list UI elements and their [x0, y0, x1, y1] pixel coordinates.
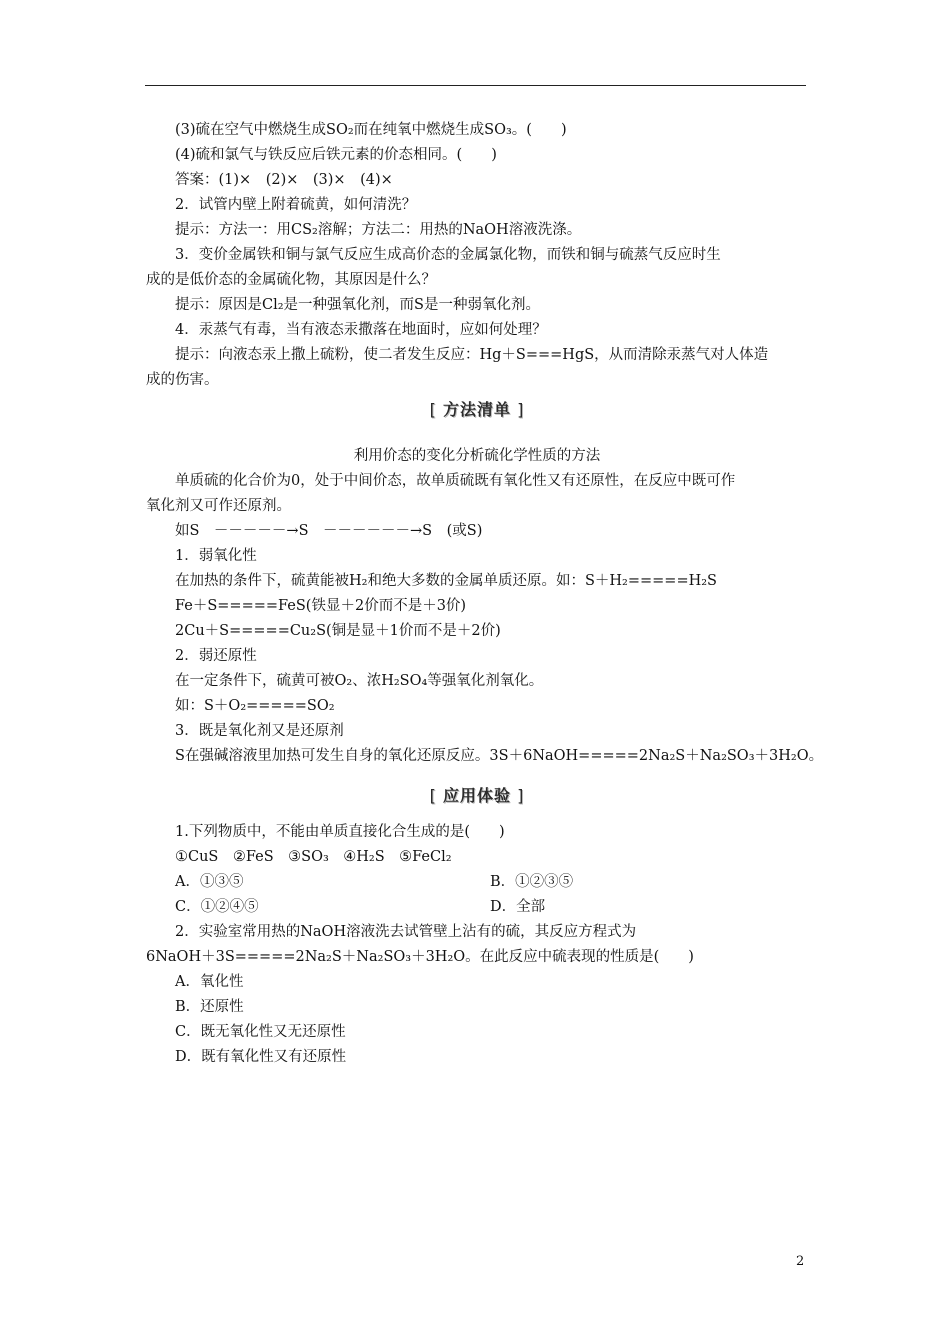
- page-content: [146, 118, 824, 1070]
- practice-heading: [146, 783, 808, 806]
- method-intro-line2: 氧化剂又可作还原剂。: [146, 498, 291, 514]
- hint-4-line1: 提示：向液态汞上撒上硫粉，使二者发生反应：Hg＋S===HgS，从而清除汞蒸气对人体造: [175, 347, 769, 363]
- practice-heading-label: [ 应用体验 ]: [430, 783, 525, 806]
- section-weak-reduction: 2．弱还原性: [175, 648, 257, 664]
- section-both: 3．既是氧化剂又是还原剂: [175, 723, 344, 739]
- question-2: 2．试管内壁上附着硫黄，如何清洗？: [175, 197, 417, 213]
- hint-2: 提示：方法一：用CS₂溶解；方法二：用热的NaOH溶液洗涤。: [175, 222, 582, 238]
- method-intro-line1: 单质硫的化合价为0，处于中间价态，故单质硫既有氧化性又有还原性，在反应中既可作: [175, 473, 736, 489]
- review-q4: (4)硫和氯气与铁反应后铁元素的价态相同。( ): [175, 147, 497, 163]
- option-c: C．①②④⑤: [175, 899, 259, 915]
- practice-q1-items: ①CuS ②FeS ③SO₃ ④H₂S ⑤FeCl₂: [175, 849, 452, 865]
- option-a: A．①③⑤: [175, 874, 244, 890]
- option-d: D．全部: [490, 899, 546, 915]
- method-example: 如S －－－－－→S －－－－－－→S (或S): [175, 523, 483, 539]
- option-b: B．①②③⑤: [490, 874, 574, 890]
- practice-q2-option-b: B．还原性: [175, 999, 244, 1015]
- practice-q2-option-a: A．氧化性: [175, 974, 244, 990]
- equation-cu-s: 2Cu＋S=====Cu₂S(铜是显＋1价而不是＋2价): [175, 623, 501, 639]
- weak-oxidation-text: 在加热的条件下，硫黄能被H₂和绝大多数的金属单质还原。如：S＋H₂=====H₂S: [175, 573, 717, 589]
- page-number: 2: [796, 1254, 805, 1269]
- review-q3: (3)硫在空气中燃烧生成SO₂而在纯氧中燃烧生成SO₃。( ): [175, 122, 567, 138]
- practice-q2-option-d: D．既有氧化性又有还原性: [175, 1049, 347, 1065]
- hint-3: 提示：原因是Cl₂是一种强氧化剂，而S是一种弱氧化剂。: [175, 297, 540, 313]
- practice-q1-options-row2: [146, 895, 808, 920]
- weak-reduction-text: 在一定条件下，硫黄可被O₂、浓H₂SO₄等强氧化剂氧化。: [175, 673, 544, 689]
- practice-q1: 1.下列物质中，不能由单质直接化合生成的是( ): [175, 824, 505, 840]
- both-text: S在强碱溶液里加热可发生自身的氧化还原反应。3S＋6NaOH=====2Na₂S＋Na₂SO₃＋3H₂O。: [175, 748, 824, 764]
- section-weak-oxidation: 1．弱氧化性: [175, 548, 257, 564]
- method-heading-label: [ 方法清单 ]: [430, 397, 525, 420]
- question-3-line1: 3．变价金属铁和铜与氯气反应生成高价态的金属氯化物，而铁和铜与硫蒸气反应时生: [175, 247, 721, 263]
- practice-q2-option-c: C．既无氧化性又无还原性: [175, 1024, 346, 1040]
- practice-q2-line2: 6NaOH＋3S=====2Na₂S＋Na₂SO₃＋3H₂O。在此反应中硫表现的性质是( ): [146, 949, 694, 965]
- question-3-line2: 成的是低价态的金属硫化物，其原因是什么？: [146, 272, 436, 288]
- review-answer: 答案：(1)× (2)× (3)× (4)×: [175, 172, 393, 188]
- practice-q1-options-row1: [146, 870, 808, 895]
- hint-4-line2: 成的伤害。: [146, 372, 219, 388]
- practice-q2-line1: 2．实验室常用热的NaOH溶液洗去试管壁上沾有的硫，其反应方程式为: [175, 924, 637, 940]
- equation-s-o2: 如：S＋O₂=====SO₂: [175, 698, 335, 714]
- question-4: 4．汞蒸气有毒，当有液态汞撒落在地面时，应如何处理？: [175, 322, 547, 338]
- method-heading: [146, 397, 808, 420]
- method-subtitle: 利用价态的变化分析硫化学性质的方法: [353, 448, 601, 464]
- header-rule: [145, 85, 806, 86]
- equation-fe-s: Fe＋S=====FeS(铁显＋2价而不是＋3价): [175, 598, 467, 614]
